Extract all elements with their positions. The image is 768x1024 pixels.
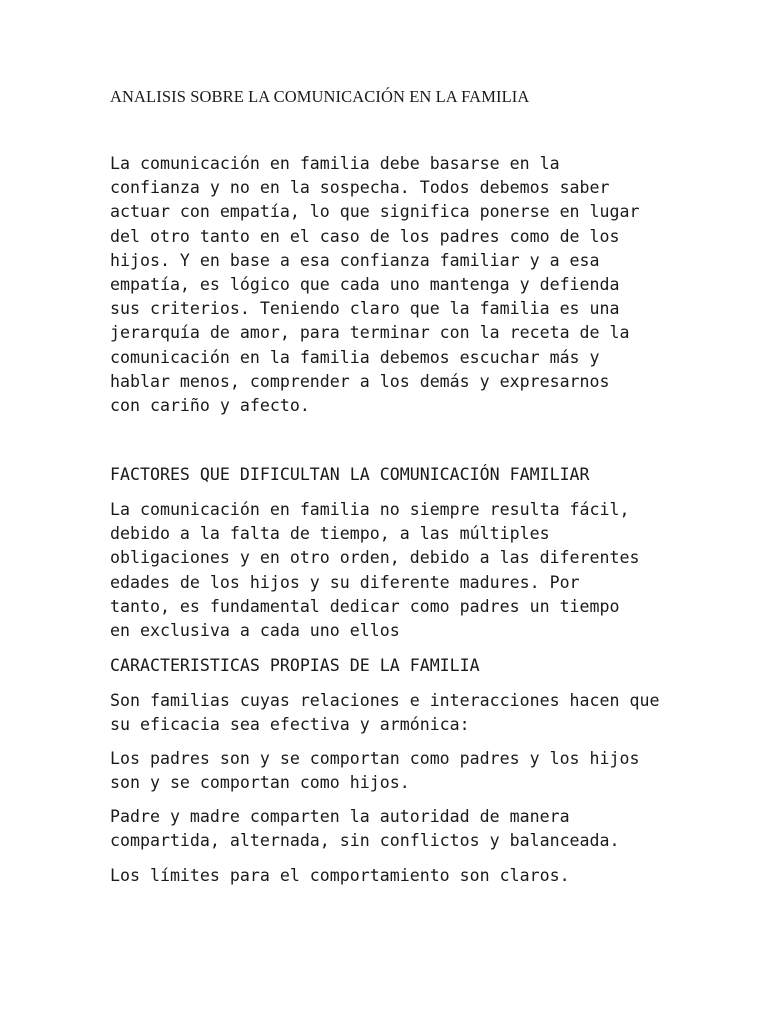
text-line: comunicación en la familia debemos escuchar más y [110, 347, 600, 367]
text-line: son y se comportan como hijos. [110, 773, 410, 793]
factores-paragraph [110, 498, 640, 643]
text-line: con cariño y afecto. [110, 396, 310, 416]
text-line: debido a la falta de tiempo, a las múltiples [110, 524, 550, 544]
text-line: hijos. Y en base a esa confianza familiar y a esa [110, 250, 600, 270]
section-heading-factores: FACTORES QUE DIFICULTAN LA COMUNICACIÓN FAMILIAR [110, 465, 590, 484]
text-line: Son familias cuyas relaciones e interacciones hacen que [110, 691, 660, 710]
section-heading-caracteristicas: CARACTERISTICAS PROPIAS DE LA FAMILIA [110, 656, 480, 675]
caracteristicas-paragraph-4 [110, 864, 570, 888]
text-line: La comunicación en familia debe basarse en la [110, 154, 560, 173]
caracteristicas-paragraph-1 [110, 689, 659, 737]
intro-paragraph [110, 152, 640, 418]
text-line: La comunicación en familia no siempre resulta fácil, [110, 500, 630, 519]
text-line: tanto, es fundamental dedicar como padres un tiempo [110, 596, 620, 616]
text-line: compartida, alternada, sin conflictos y balanceada. [110, 831, 620, 851]
text-line: jerarquía de amor, para terminar con la receta de la [110, 323, 630, 343]
text-line: Los límites para el comportamiento son claros. [110, 866, 570, 885]
text-line: hablar menos, comprender a los demás y expresarnos [110, 371, 610, 391]
text-line: su eficacia sea efectiva y armónica: [110, 715, 470, 735]
text-line: del otro tanto en el caso de los padres como de los [110, 226, 620, 246]
text-line: edades de los hijos y su diferente madures. Por [110, 572, 580, 592]
text-line: Los padres son y se comportan como padres y los hijos [110, 749, 640, 768]
caracteristicas-paragraph-3 [110, 805, 620, 853]
text-line: Padre y madre comparten la autoridad de manera [110, 807, 570, 826]
text-line: confianza y no en la sospecha. Todos debemos saber [110, 178, 610, 198]
text-line: actuar con empatía, lo que significa ponerse en lugar [110, 202, 640, 222]
text-line: en exclusiva a cada uno ellos [110, 621, 400, 641]
text-line: sus criterios. Teniendo claro que la familia es una [110, 299, 620, 319]
document-title: ANALISIS SOBRE LA COMUNICACIÓN EN LA FAMILIA [110, 87, 530, 106]
caracteristicas-paragraph-2 [110, 747, 640, 795]
text-line: empatía, es lógico que cada uno mantenga y defienda [110, 275, 620, 295]
text-line: obligaciones y en otro orden, debido a las diferentes [110, 548, 640, 568]
